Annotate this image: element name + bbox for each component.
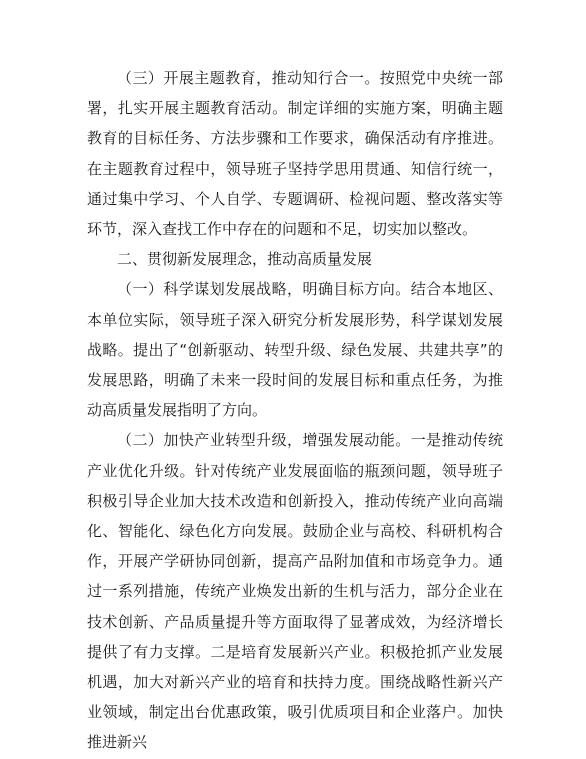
document-body <box>87 63 503 758</box>
section-heading-new-development: 二、贯彻新发展理念，推动高质量发展 <box>117 250 373 269</box>
paragraph-development-strategy: （一）科学谋划发展战略，明确目标方向。结合本地区、本单位实际，领导班子深入研究分析发展形势，科学谋划发展战略。提出了“创新驱动、转型升级、绿色发展、共建共享”的发展思路，明确了未来一段时间的发展目标和重点任务，为推动高质量发展指明了方向。 <box>87 280 503 420</box>
paragraph-industrial-upgrade: （二）加快产业转型升级，增强发展动能。一是推动传统产业优化升级。针对传统产业发展面临的瓶颈问题，领导班子积极引导企业加大技术改造和创新投入，推动传统产业向高端化、智能化、绿色化方向发展。鼓励企业与高校、科研机构合作，开展产学研协同创新，提高产品附加值和市场竞争力。通过一系列措施，传统产业焕发出新的生机与活力，部分企业在技术创新、产品质量提升等方面取得了显著成效，为经济增长提供了有力支撑。二是培育发展新兴产业。积极抢抓产业发展机遇，加大对新兴产业的培育和扶持力度。围绕战略性新兴产业领域，制定出台优惠政策，吸引优质项目和企业落户。加快推进新兴 <box>87 431 503 752</box>
paragraph-theme-education: （三）开展主题教育，推动知行合一。按照党中央统一部署，扎实开展主题教育活动。制定详细的实施方案，明确主题教育的目标任务、方法步骤和工作要求，确保活动有序推进。在主题教育过程中，领导班子坚持学思用贯通、知信行统一，通过集中学习、个人自学、专题调研、检视问题、整改落实等环节，深入查找工作中存在的问题和不足，切实加以整改。 <box>87 69 503 239</box>
